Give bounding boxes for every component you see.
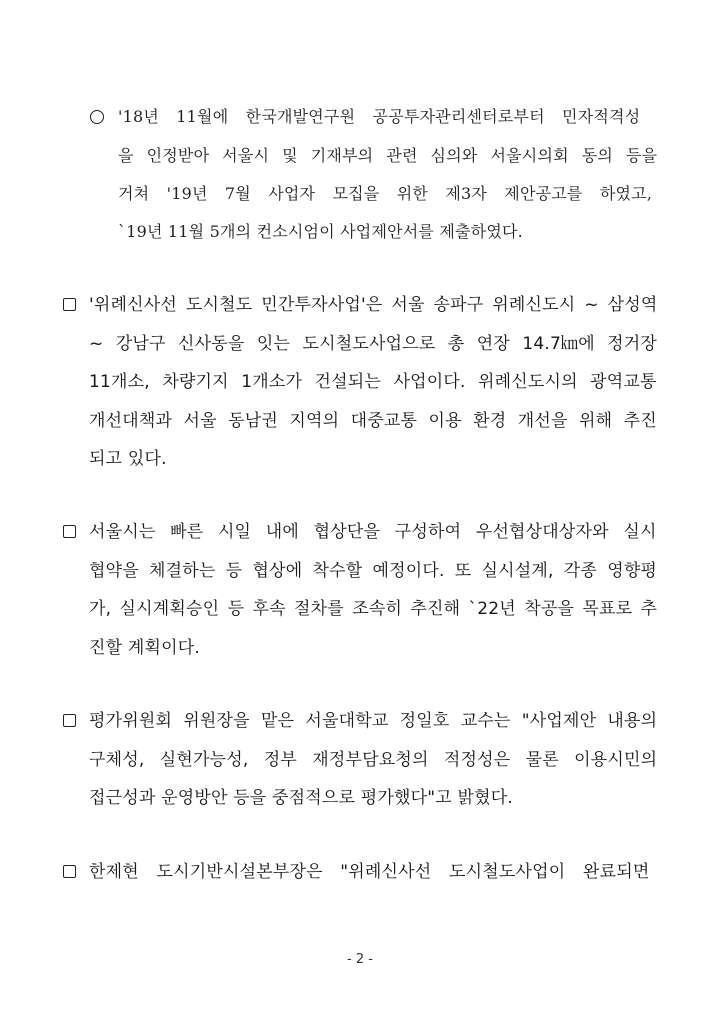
checkbox-bullet-icon — [63, 525, 76, 538]
paragraph-line: 진할 계획이다. — [89, 638, 200, 658]
page-number: - 2 - — [347, 952, 373, 967]
paragraph-line: `19년 11월 5개의 컨소시엄이 사업제안서를 제출하였다. — [118, 222, 523, 241]
paragraph-line: 가, 실시계획승인 등 후속 절차를 조속히 추진해 `22년 착공을 목표로 추 — [89, 599, 658, 619]
checkbox-bullet-icon — [63, 865, 76, 878]
paragraph-line: 접근성과 운영방안 등을 중점적으로 평가했다"고 밝혔다. — [89, 788, 513, 808]
checkbox-bullet-icon — [63, 714, 76, 727]
paragraph-line: 개선대책과 서울 동남권 지역의 대중교통 이용 환경 개선을 위해 추진 — [89, 411, 657, 431]
paragraph-line: 거쳐 '19년 7월 사업자 모집을 위한 제3자 제안공고를 하였고, — [118, 184, 653, 203]
paragraph-line: 서울시는 빠른 시일 내에 협상단을 구성하여 우선협상대상자와 실시 — [89, 522, 657, 542]
paragraph-line: 협약을 체결하는 등 협상에 착수할 예정이다. 또 실시설계, 각종 영향평 — [89, 561, 658, 581]
paragraph-line: 을 인정받아 서울시 및 기재부의 관련 심의와 서울시의회 동의 등을 — [118, 146, 658, 165]
circle-bullet-icon — [90, 110, 104, 124]
paragraph-line: 구체성, 실현가능성, 정부 재정부담요청의 적정성은 물론 이용시민의 — [89, 750, 658, 770]
paragraph-line: 되고 있다. — [89, 449, 167, 469]
paragraph-line: 11개소, 차량기지 1개소가 건설되는 사업이다. 위례신도시의 광역교통 — [89, 372, 657, 392]
checkbox-bullet-icon — [63, 298, 76, 311]
paragraph-line: '위례신사선 도시철도 민간투자사업'은 서울 송파구 위례신도시 ~ 삼성역 — [89, 295, 658, 315]
paragraph-line: 평가위원회 위원장을 맡은 서울대학교 정일호 교수는 "사업제안 내용의 — [89, 711, 658, 731]
paragraph-line: ~ 강남구 신사동을 잇는 도시철도사업으로 총 연장 14.7㎞에 정거장 — [89, 334, 658, 354]
paragraph-line: '18년 11월에 한국개발연구원 공공투자관리센터로부터 민자적격성 — [118, 107, 641, 126]
paragraph-line: 한제현 도시기반시설본부장은 "위례신사선 도시철도사업이 완료되면 — [89, 862, 650, 882]
